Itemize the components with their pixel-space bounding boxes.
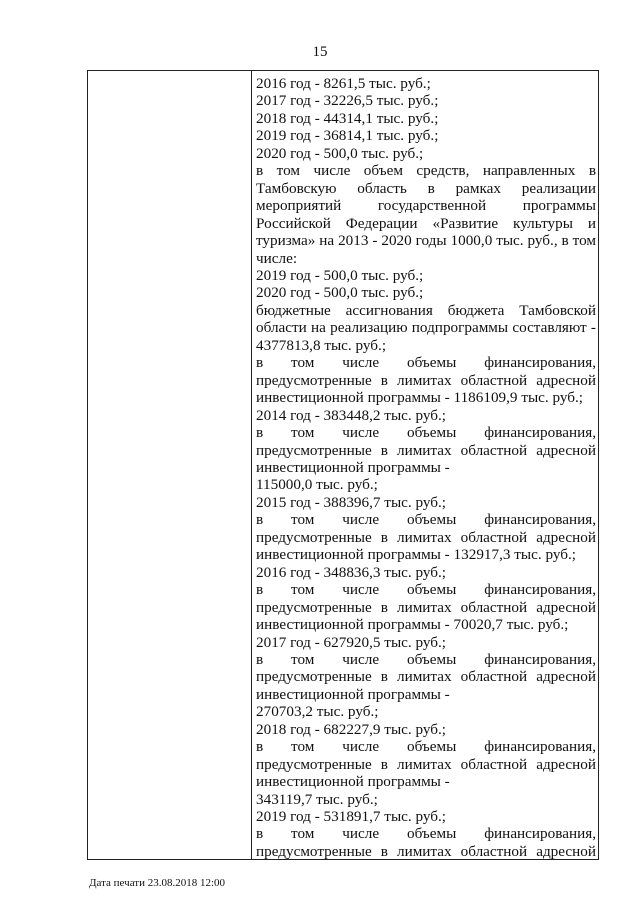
text-line: предусмотренные в лимитах областной адресной [256, 842, 596, 859]
text-line: 2019 год - 36814,1 тыс. руб.; [256, 127, 439, 145]
text-line: 2019 год - 500,0 тыс. руб.; [256, 266, 424, 284]
text-line: 2016 год - 348836,3 тыс. руб.; [256, 563, 447, 581]
text-line: предусмотренные в лимитах областной адресной [256, 598, 596, 616]
text-line: 2016 год - 8261,5 тыс. руб.; [256, 75, 431, 92]
text-line: в том числе объемы финансирования, [256, 511, 596, 529]
text-line: в том числе объемы финансирования, [256, 650, 596, 668]
text-line: Тамбовскую область в рамках реализации [256, 179, 596, 197]
text-line: 2020 год - 500,0 тыс. руб.; [256, 144, 424, 162]
text-line: 2015 год - 388396,7 тыс. руб.; [256, 493, 447, 511]
text-line: 2017 год - 32226,5 тыс. руб.; [256, 92, 439, 110]
table-left-column [88, 71, 252, 859]
text-line: 2018 год - 44314,1 тыс. руб.; [256, 109, 439, 127]
text-line: 343119,7 тыс. руб.; [256, 790, 378, 808]
text-line: инвестиционной программы - [256, 458, 450, 476]
table-right-column [252, 71, 598, 859]
text-line: туризма» на 2013 - 2020 годы 1000,0 тыс. руб., в том [256, 232, 596, 250]
text-line: в том числе объемы финансирования, [256, 738, 596, 756]
text-line: в том числе объемы финансирования, [256, 825, 596, 843]
text-line: 270703,2 тыс. руб.; [256, 703, 379, 721]
text-line: в том числе объемы финансирования, [256, 581, 596, 599]
text-line: 4377813,8 тыс. руб.; [256, 336, 387, 354]
page-number: 15 [312, 44, 328, 60]
text-line: Российской Федерации «Развитие культуры и [256, 214, 596, 232]
text-line: 2017 год - 627920,5 тыс. руб.; [256, 633, 447, 651]
text-line: 2020 год - 500,0 тыс. руб.; [256, 284, 424, 302]
text-line: инвестиционной программы - [256, 685, 450, 703]
text-line: в том числе объем средств, направленных в [256, 162, 596, 180]
text-line: предусмотренные в лимитах областной адресной [256, 755, 596, 773]
funding-table [87, 70, 599, 860]
text-line: 115000,0 тыс. руб.; [256, 476, 378, 494]
text-line: бюджетные ассигнования бюджета Тамбовской [256, 301, 596, 319]
text-line: инвестиционной программы - 70020,7 тыс. руб.; [256, 616, 569, 634]
text-line: в том числе объемы финансирования, [256, 354, 596, 372]
text-line: 2018 год - 682227,9 тыс. руб.; [256, 720, 447, 738]
text-line: предусмотренные в лимитах областной адресной [256, 441, 596, 459]
text-line: области на реализацию подпрограммы составляют - [256, 319, 596, 337]
text-line: в том числе объемы финансирования, [256, 424, 596, 442]
text-line: мероприятий государственной программы [256, 197, 596, 215]
text-line: предусмотренные в лимитах областной адресной [256, 528, 596, 546]
text-line: предусмотренные в лимитах областной адресной [256, 371, 596, 389]
text-line: числе: [256, 249, 298, 267]
text-line: инвестиционной программы - 1186109,9 тыс. руб.; [256, 389, 584, 407]
text-line: 2019 год - 531891,7 тыс. руб.; [256, 808, 447, 826]
text-line: 2014 год - 383448,2 тыс. руб.; [256, 406, 447, 424]
text-line: инвестиционной программы - [256, 773, 450, 791]
text-line: предусмотренные в лимитах областной адресной [256, 668, 596, 686]
print-date: Дата печати 23.08.2018 12:00 [89, 877, 226, 889]
text-line: инвестиционной программы - 132917,3 тыс. руб.; [256, 546, 576, 564]
